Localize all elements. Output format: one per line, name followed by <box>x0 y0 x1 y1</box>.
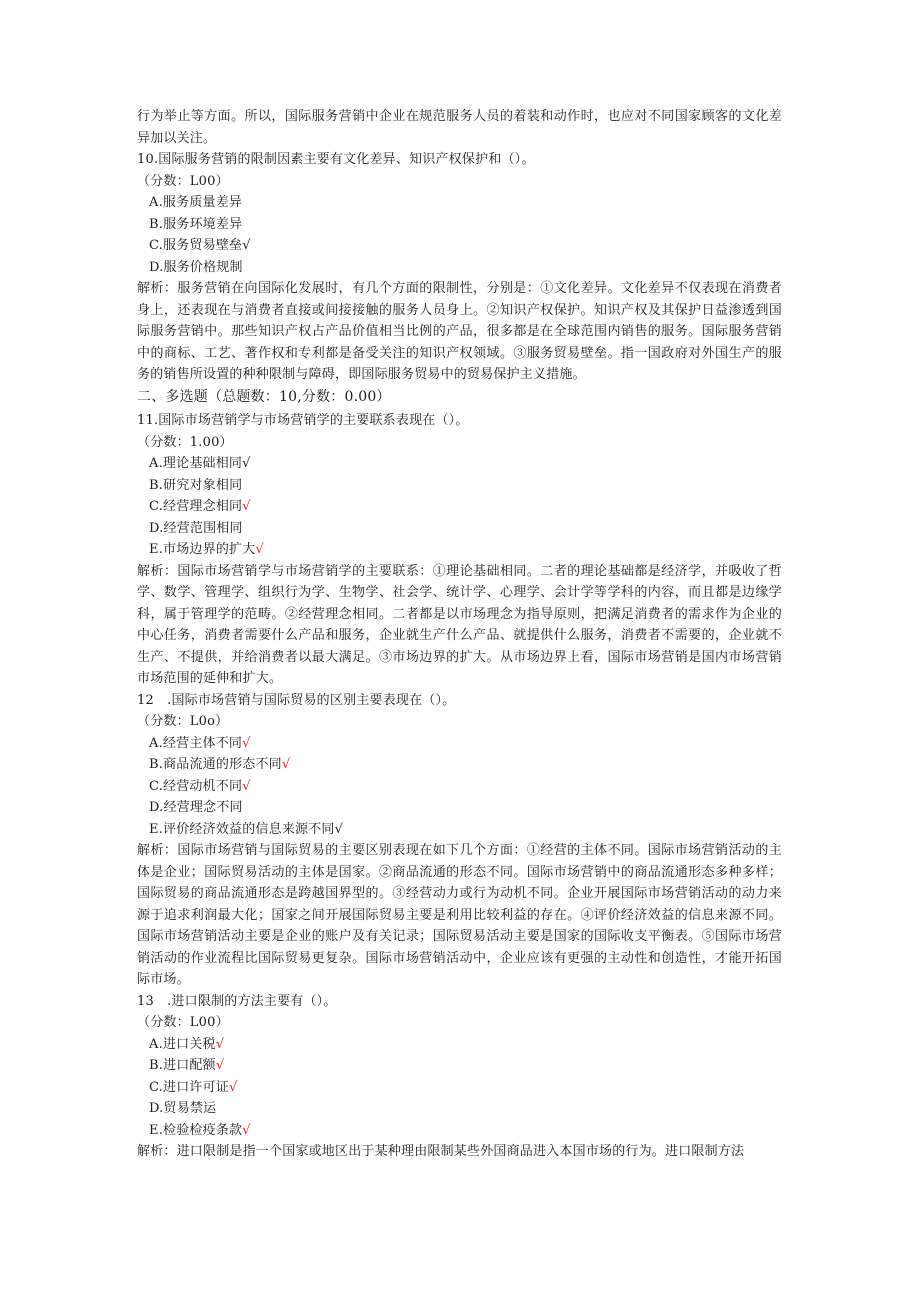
option-d <box>137 257 782 279</box>
question-12 <box>137 690 782 991</box>
option-label: D.经营理念不同 <box>149 800 243 815</box>
option-label: E.市场边界的扩大 <box>149 542 256 557</box>
option-label: C.经营理念相同 <box>149 499 243 514</box>
option-c <box>137 1077 782 1099</box>
option-label: C.进口许可证 <box>149 1079 230 1095</box>
question-stem: 12 .国际市场营销与国际贸易的区别主要表现在（）。 <box>137 692 456 708</box>
question-11 <box>137 410 782 690</box>
option-d <box>137 797 782 819</box>
option-label: C.经营动机不同 <box>149 778 243 794</box>
option-b <box>137 214 782 236</box>
check-mark-icon: √ <box>242 238 251 253</box>
intro-paragraph: 行为举止等方面。所以，国际服务营销中企业在规范服务人员的着装和动作时，也应对不同国家顾客的文化差异加以关注。 <box>137 109 782 146</box>
option-label: D.贸易禁运 <box>149 1101 217 1116</box>
option-c <box>137 776 782 798</box>
check-mark-icon: √ <box>242 499 251 514</box>
option-e <box>137 1120 782 1142</box>
question-score: （分数：L0o） <box>137 714 229 729</box>
check-mark-icon: √ <box>242 735 251 751</box>
check-mark-icon: √ <box>242 1122 251 1138</box>
option-a <box>137 733 782 755</box>
question-stem: 13 .进口限制的方法主要有（）。 <box>137 993 337 1009</box>
question-13 <box>137 991 782 1163</box>
option-label: B.研究对象相同 <box>149 477 243 493</box>
question-score: （分数：L00） <box>137 1015 229 1030</box>
option-c <box>137 235 782 257</box>
analysis-paragraph: 解析：国际市场营销与国际贸易的主要区别表现在如下几个方面：①经营的主体不同。国际市场营销活动的主体是企业；国际贸易活动的主体是国家。②商品流通的形态不同。国际市场营销中的商品流通形态多种多样；国际贸易的商品流通形态是跨越国界型的。③经营动力或行为动机不同。企业开展国际市场营销活动的动力来源于追求利润最大化；国家之间开展国际贸易主要是利用比较利益的存在。④评价经济效益的信息来源不同。国际市场营销活动主要是企业的账户及有关记录；国际贸易活动主要是国家的国际收支平衡表。⑤国际市场营销活动的作业流程比国际贸易更复杂。国际市场营销活动中，企业应该有更强的主动性和创造性，才能开拓国际市场。 <box>137 843 782 987</box>
check-mark-icon: √ <box>215 1058 225 1073</box>
option-label: B.服务环境差异 <box>149 216 243 232</box>
option-label: A.服务质量差异 <box>149 195 243 210</box>
option-label: B.进口配额 <box>149 1058 216 1073</box>
check-mark-icon: √ <box>242 778 251 794</box>
question-stem: 11.国际市场营销学与市场营销学的主要联系表现在（）。 <box>137 413 469 428</box>
analysis-paragraph: 解析：国际市场营销学与市场营销学的主要联系：①理论基础相同。二者的理论基础都是经济学，并吸收了哲学、数学、管理学、组织行为学、生物学、社会学、统计学、心理学、会计学等学科的内容，而且都是边缘学科，属于管理学的范畴。②经营理念相同。二者都是以市场理念为指导原则，把满足消费者的需求作为企业的中心任务，消费者需要什么产品和服务，企业就生产什么产品、就提供什么服务，消费者不需要的，企业就不生产、不提供，并给消费者以最大满足。③市场边界的扩大。从市场边界上看，国际市场营销是国内市场营销市场范围的延伸和扩大。 <box>137 563 782 686</box>
option-label: E.检验检疫条款 <box>149 1122 243 1138</box>
check-mark-icon: √ <box>242 456 251 471</box>
option-label: B.商品流通的形态不同 <box>149 757 282 772</box>
option-b <box>137 1055 782 1077</box>
option-b <box>137 754 782 776</box>
option-label: A.进口关税 <box>149 1036 216 1052</box>
question-10 <box>137 149 782 386</box>
option-label: E.评价经济效益的信息来源不同 <box>149 821 335 837</box>
check-mark-icon: √ <box>229 1079 238 1095</box>
option-label: A.理论基础相同 <box>149 456 243 471</box>
analysis-paragraph: 解析：服务营销在向国际化发展时，有几个方面的限制性，分别是：①文化差异。文化差异不仅表现在消费者身上，还表现在与消费者直接或间接接触的服务人员身上。②知识产权保护。知识产权及其保护日益渗透到国际服务营销中。那些知识产权占产品价值相当比例的产品，很多都是在全球范围内销售的服务。国际服务营销中的商标、工艺、著作权和专利都是备受关注的知识产权领域。③服务贸易壁垒。指一国政府对外国生产的服务的销售所设置的种种限制与障碍，即国际服务贸易中的贸易保护主义措施。 <box>137 281 782 382</box>
option-label: A.经营主体不同 <box>149 735 243 751</box>
option-label: D.经营范围相同 <box>149 520 243 536</box>
question-score: （分数：L00） <box>137 173 229 189</box>
option-a <box>137 192 782 214</box>
option-a <box>137 1034 782 1056</box>
section-heading: 二、多选题（总题数：10,分数：0.00） <box>137 388 391 405</box>
check-mark-icon: √ <box>281 757 291 772</box>
option-label: D.服务价格规制 <box>149 259 243 275</box>
check-mark-icon: √ <box>255 542 264 557</box>
check-mark-icon: √ <box>334 821 344 837</box>
option-a <box>137 453 782 475</box>
option-e <box>137 819 782 841</box>
option-c <box>137 496 782 518</box>
option-b <box>137 475 782 497</box>
option-d <box>137 1098 782 1120</box>
analysis-paragraph: 解析：进口限制是指一个国家或地区出于某种理由限制某些外国商品进入本国市场的行为。进口限制方法 <box>137 1144 745 1159</box>
option-e <box>137 539 782 561</box>
check-mark-icon: √ <box>215 1036 225 1052</box>
question-score: （分数：1.00） <box>137 434 233 450</box>
question-stem: 10.国际服务营销的限制因素主要有文化差异、知识产权保护和（）。 <box>137 152 535 167</box>
document-page <box>137 106 782 1163</box>
option-d <box>137 518 782 540</box>
option-label: C.服务贸易壁垒 <box>149 238 243 253</box>
